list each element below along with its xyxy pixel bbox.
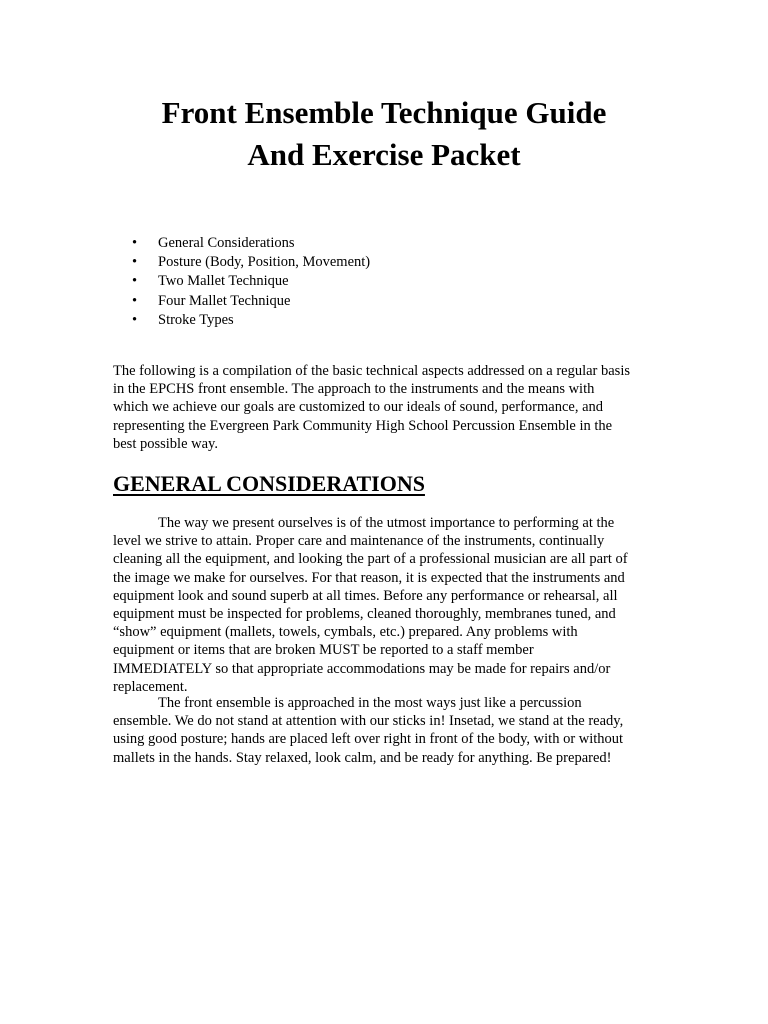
bullet-icon: • xyxy=(132,273,138,290)
list-item-text: General Considerations xyxy=(158,235,295,251)
text-line: level we strive to attain. Proper care and maintenance of the instruments, continually xyxy=(113,533,605,550)
list-item-text: Posture (Body, Position, Movement) xyxy=(158,254,371,271)
document-title-line-2: And Exercise Packet xyxy=(247,137,521,172)
body-paragraph-1 xyxy=(113,514,658,696)
list-item xyxy=(132,253,370,272)
text-line: representing the Evergreen Park Community High School Percussion Ensemble in the xyxy=(113,417,613,434)
text-line: The following is a compilation of the basic technical aspects addressed on a regular basis xyxy=(113,363,631,379)
text-line: The way we present ourselves is of the utmost importance to performing at the xyxy=(158,515,615,531)
text-line: which we achieve our goals are customized to our ideals of sound, performance, and xyxy=(113,399,604,416)
text-line: in the EPCHS front ensemble. The approach to the instruments and the means with xyxy=(113,381,595,398)
list-item xyxy=(132,234,370,253)
bullet-icon: • xyxy=(132,292,138,309)
text-line: equipment look and sound superb at all times. Before any performance or rehearsal, all xyxy=(113,587,618,604)
list-item xyxy=(132,311,370,330)
contents-list xyxy=(132,234,370,330)
text-line: equipment or items that are broken MUST be reported to a staff member xyxy=(113,642,534,659)
text-line: IMMEDIATELY so that appropriate accommodations may be made for repairs and/or xyxy=(113,660,611,677)
text-line: The front ensemble is approached in the most ways just like a percussion xyxy=(158,695,582,711)
section-heading: GENERAL CONSIDERATIONS xyxy=(113,471,425,496)
list-item xyxy=(132,292,370,311)
bullet-icon: • xyxy=(132,235,138,251)
text-line: using good posture; hands are placed left over right in front of the body, with or without xyxy=(113,731,624,748)
text-line: equipment must be inspected for problems, cleaned thoroughly, membranes tuned, and xyxy=(113,606,616,623)
list-item-text: Four Mallet Technique xyxy=(158,292,291,309)
bullet-icon: • xyxy=(132,254,138,271)
body-paragraph-2 xyxy=(113,694,658,767)
text-line: the image we make for ourselves. For that reason, it is expected that the instruments and xyxy=(113,569,625,586)
text-line: ensemble. We do not stand at attention with our sticks in! Insetad, we stand at the ready, xyxy=(113,713,624,730)
text-line: best possible way. xyxy=(113,435,218,452)
list-item xyxy=(132,272,370,291)
text-line: replacement. xyxy=(113,678,188,695)
intro-paragraph xyxy=(113,362,658,453)
document-title-line-1: Front Ensemble Technique Guide xyxy=(161,95,607,130)
text-line: cleaning all the equipment, and looking the part of a professional musician are all part of xyxy=(113,551,628,568)
list-item-text: Stroke Types xyxy=(158,311,234,328)
text-line: mallets in the hands. Stay relaxed, look calm, and be ready for anything. Be prepared! xyxy=(113,749,612,766)
bullet-icon: • xyxy=(132,311,138,328)
list-item-text: Two Mallet Technique xyxy=(158,273,289,290)
text-line: “show” equipment (mallets, towels, cymbals, etc.) prepared. Any problems with xyxy=(113,624,578,641)
